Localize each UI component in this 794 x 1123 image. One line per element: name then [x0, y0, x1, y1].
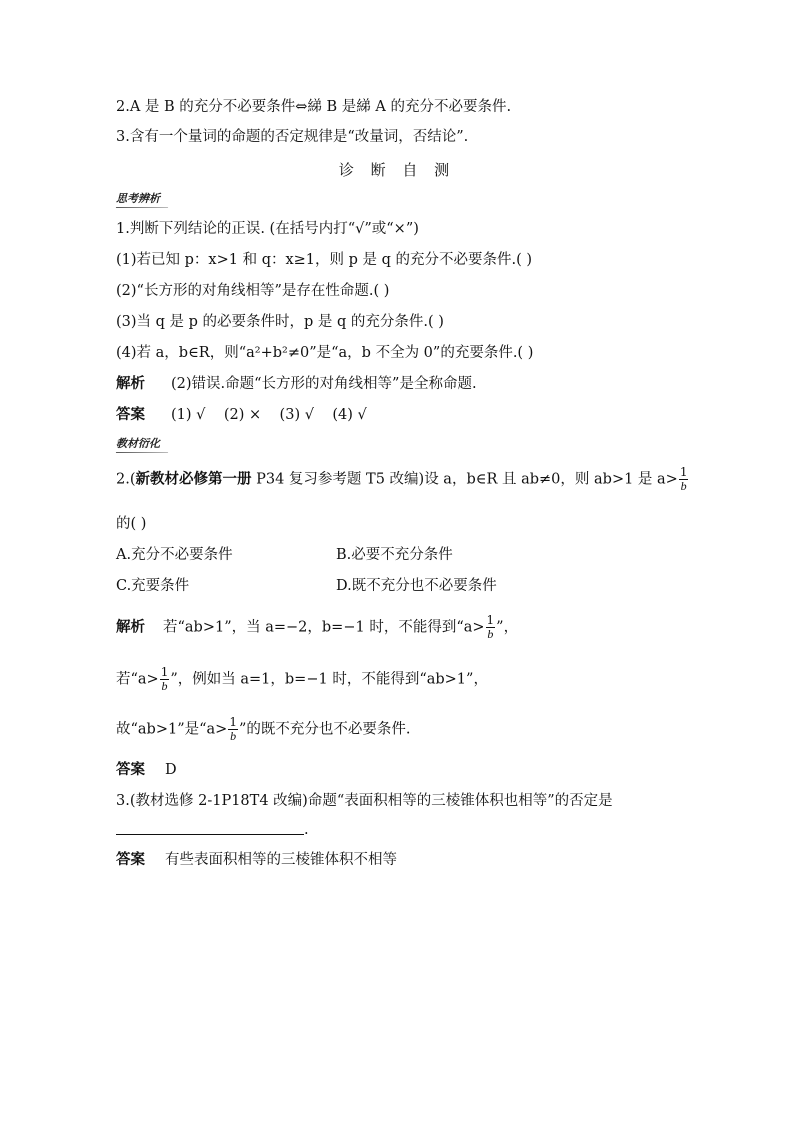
q1-item-3: (3)当 q 是 p 的必要条件时，p 是 q 的充分条件.( ) — [116, 314, 444, 330]
q2-option-c: C.充要条件 — [116, 578, 190, 594]
frac-den: b — [487, 627, 494, 641]
answer-label: 答案 — [116, 406, 145, 423]
q2-answer-text: D — [165, 762, 177, 778]
q2-stem-source: 新教材必修第一册 — [135, 470, 252, 488]
tag-textbook: 教材衍化 — [116, 437, 160, 450]
q3-answer — [116, 850, 397, 870]
frac-den: b — [680, 479, 687, 493]
tag-think: 思考辨析 — [116, 192, 160, 205]
analysis-text: ”， — [496, 619, 519, 636]
q2-analysis-line-3 — [116, 716, 411, 743]
q2-answer — [116, 760, 177, 780]
answer-label: 答案 — [116, 761, 145, 778]
section-title: 诊 断 自 测 — [338, 161, 456, 179]
frac-num: 1 — [160, 665, 169, 679]
analysis-text: ”的既不充分也不必要条件. — [238, 721, 411, 738]
analysis-text: 若“ab>1”，当 a=−2，b=−1 时，不能得到“a> — [163, 619, 485, 636]
frac-num: 1 — [679, 465, 688, 479]
q1-analysis-text: (2)错误.命题“长方形的对角线相等”是全称命题. — [171, 376, 477, 392]
rule-3: 3.含有一个量词的命题的否定规律是“改量词，否结论”. — [116, 129, 469, 145]
answer-label: 答案 — [116, 851, 145, 868]
blank-end: . — [304, 822, 309, 838]
q1-item-1: (1)若已知 p：x>1 和 q：x≥1，则 p 是 q 的充分不必要条件.( ) — [116, 252, 533, 268]
q2-option-b: B.必要不充分条件 — [336, 547, 453, 563]
q2-stem-line2: 的( ) — [116, 516, 147, 532]
frac-den: b — [161, 679, 168, 693]
q2-option-a: A.充分不必要条件 — [116, 547, 233, 563]
q1-stem: 1.判断下列结论的正误. (在括号内打“√”或“×”) — [116, 221, 419, 237]
frac-num: 1 — [229, 715, 237, 729]
q1-item-2: (2)“长方形的对角线相等”是存在性命题.( ) — [116, 283, 390, 299]
analysis-text: ”，例如当 a=1，b=−1 时，不能得到“ab>1”， — [170, 671, 488, 688]
fraction-1-over-b — [228, 716, 238, 743]
fraction-1-over-b — [486, 614, 496, 641]
fraction-1-over-b — [160, 666, 170, 693]
analysis-label: 解析 — [116, 375, 145, 392]
q2-stem-pre: 2.( — [116, 471, 136, 488]
fraction-1-over-b — [679, 466, 689, 493]
q1-answer — [116, 405, 367, 425]
analysis-text: 若“a> — [116, 671, 159, 688]
q2-stem-post: P34 复习参考题 T5 改编)设 a，b∈R 且 ab≠0，则 ab>1 是 a> — [251, 471, 678, 488]
frac-den: b — [230, 729, 237, 743]
rule-2: 2.A 是 B 的充分不必要条件⇔綈 B 是綈 A 的充分不必要条件. — [116, 99, 512, 115]
analysis-label: 解析 — [116, 618, 145, 636]
q1-answer-text: (1) √ (2) × (3) √ (4) √ — [171, 407, 367, 423]
q2-stem — [116, 466, 689, 493]
q2-analysis-line-2 — [116, 666, 488, 693]
q3-stem: 3.(教材选修 2-1P18T4 改编)命题“表面积相等的三棱锥体积也相等”的否定是 — [116, 793, 613, 809]
answer-blank — [116, 834, 304, 835]
q1-analysis — [116, 374, 477, 394]
q3-answer-text: 有些表面积相等的三棱锥体积不相等 — [165, 852, 397, 868]
q2-analysis-line-1 — [116, 614, 518, 641]
analysis-text: 故“ab>1”是“a> — [116, 721, 228, 738]
q2-option-d: D.既不充分也不必要条件 — [336, 578, 497, 594]
q1-item-4: (4)若 a，b∈R，则“a²+b²≠0”是“a，b 不全为 0”的充要条件.( ) — [116, 345, 534, 361]
frac-num: 1 — [486, 613, 495, 627]
